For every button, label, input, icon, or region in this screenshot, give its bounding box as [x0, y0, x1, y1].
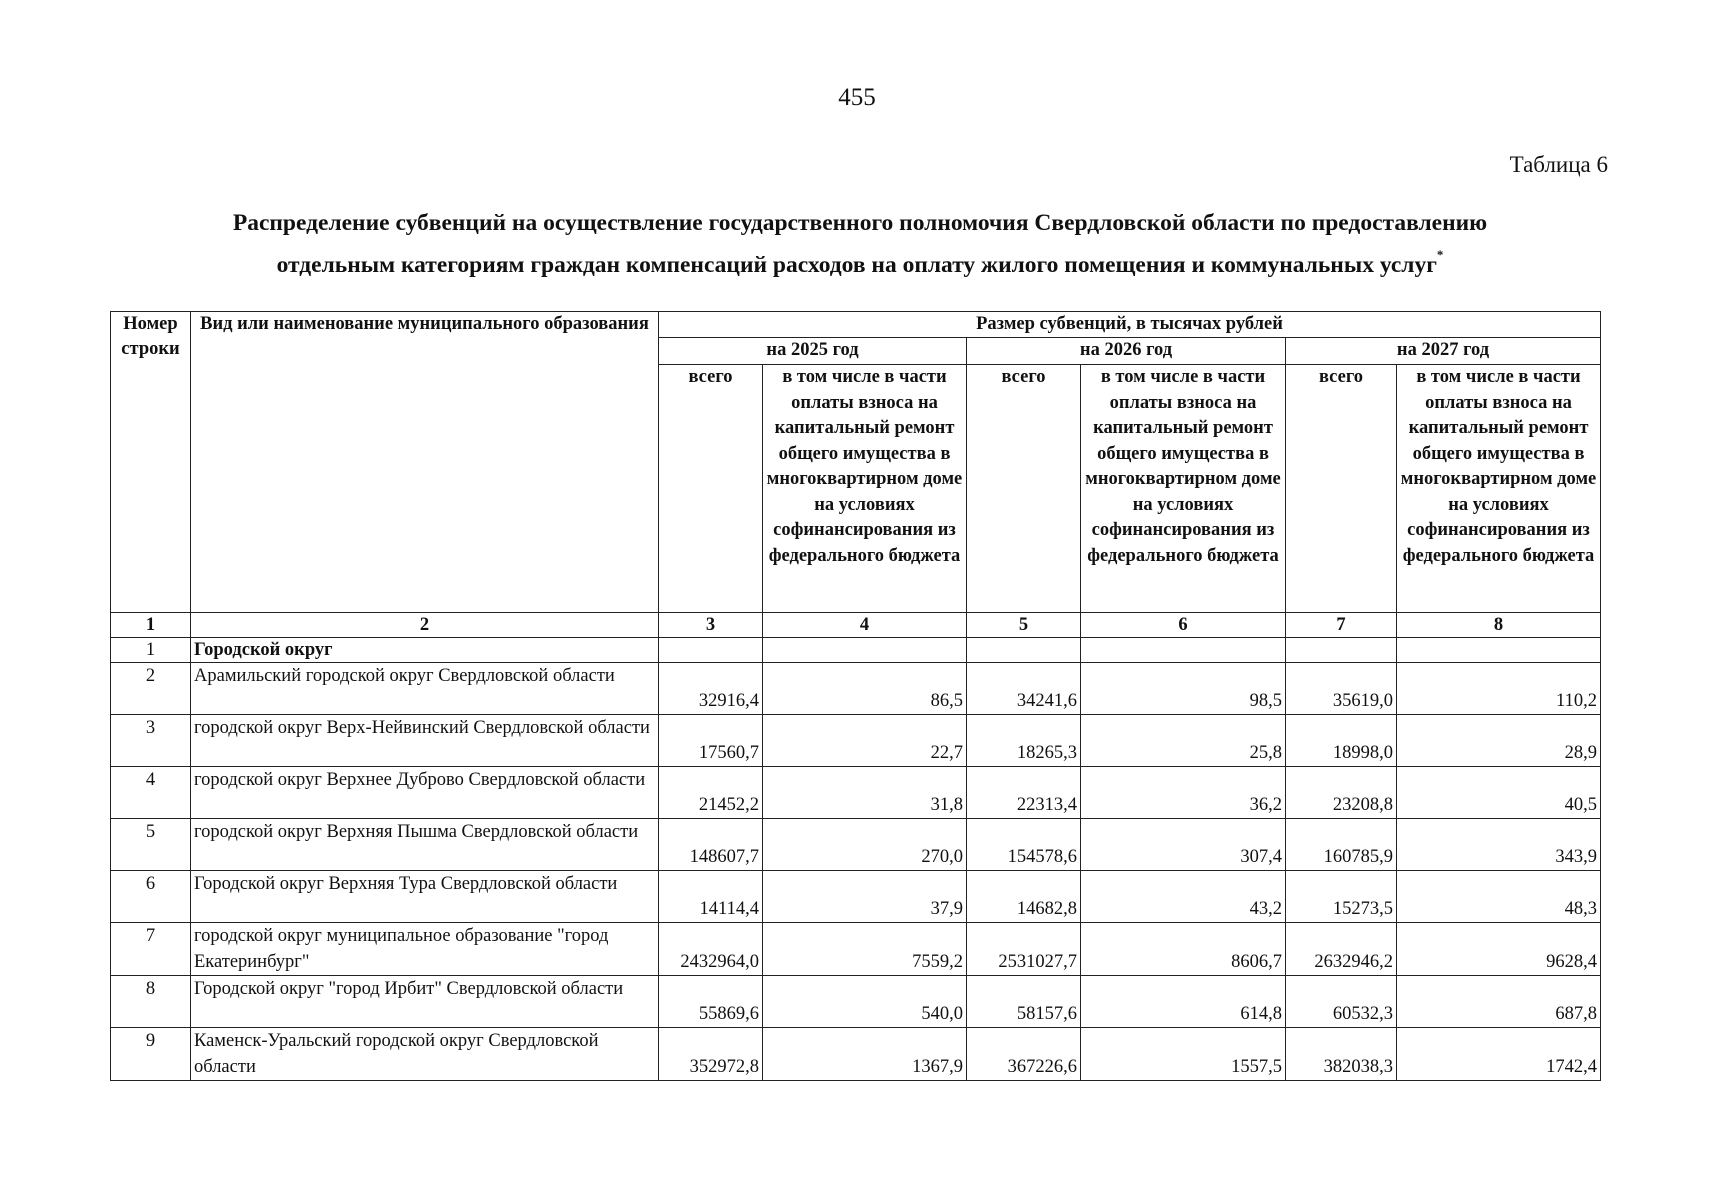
- total-2027: 2632946,2: [1286, 923, 1397, 976]
- row-number: 8: [111, 976, 191, 1028]
- total-2025: 14114,4: [659, 871, 763, 923]
- municipality-name: городской округ Верхняя Пышма Свердловской области: [191, 819, 659, 871]
- row-number: 9: [111, 1028, 191, 1081]
- table-row: [111, 923, 1601, 976]
- table-row: [111, 819, 1601, 871]
- capital-repair-2025: 1367,9: [763, 1028, 967, 1081]
- capital-repair-2027: 343,9: [1397, 819, 1601, 871]
- group-name: Городской округ: [191, 638, 659, 663]
- table-row: [111, 715, 1601, 767]
- page-number: 455: [838, 84, 876, 111]
- row-number: 7: [111, 923, 191, 976]
- total-2025: 352972,8: [659, 1028, 763, 1081]
- capital-repair-2025: 540,0: [763, 976, 967, 1028]
- row-number: 4: [111, 767, 191, 819]
- capital-repair-2025: 7559,2: [763, 923, 967, 976]
- capital-repair-2027: 40,5: [1397, 767, 1601, 819]
- empty-cell: [1397, 638, 1601, 663]
- table-row: [111, 1028, 1601, 1081]
- municipality-name: Городской округ "город Ирбит" Свердловской области: [191, 976, 659, 1028]
- table-row: [111, 767, 1601, 819]
- header-total-2027: всего: [1286, 365, 1397, 613]
- capital-repair-2026: 614,8: [1081, 976, 1286, 1028]
- footnote-mark: *: [1436, 247, 1444, 262]
- municipality-name: Арамильский городской округ Свердловской области: [191, 663, 659, 715]
- empty-cell: [763, 638, 967, 663]
- column-number: 3: [659, 613, 763, 638]
- capital-repair-2027: 48,3: [1397, 871, 1601, 923]
- table-row: [111, 871, 1601, 923]
- total-2026: 34241,6: [967, 663, 1081, 715]
- capital-repair-2026: 1557,5: [1081, 1028, 1286, 1081]
- municipality-name: городской округ Верх-Нейвинский Свердловской области: [191, 715, 659, 767]
- total-2025: 2432964,0: [659, 923, 763, 976]
- capital-repair-2025: 270,0: [763, 819, 967, 871]
- total-2026: 18265,3: [967, 715, 1081, 767]
- total-2026: 14682,8: [967, 871, 1081, 923]
- header-capital-repair-2025: в том числе в части оплаты взноса на капитальный ремонт общего имущества в многоквартирном доме на условиях софинансирования из федерального бюджета: [763, 365, 967, 613]
- total-2027: 15273,5: [1286, 871, 1397, 923]
- municipality-name: городской округ Верхнее Дуброво Свердловской области: [191, 767, 659, 819]
- empty-cell: [1286, 638, 1397, 663]
- empty-cell: [1081, 638, 1286, 663]
- capital-repair-2025: 22,7: [763, 715, 967, 767]
- capital-repair-2027: 28,9: [1397, 715, 1601, 767]
- total-2027: 382038,3: [1286, 1028, 1397, 1081]
- header-total-2025: всего: [659, 365, 763, 613]
- municipality-name: Каменск-Уральский городской округ Свердловской области: [191, 1028, 659, 1081]
- total-2026: 367226,6: [967, 1028, 1081, 1081]
- empty-cell: [967, 638, 1081, 663]
- column-number: 4: [763, 613, 967, 638]
- total-2027: 23208,8: [1286, 767, 1397, 819]
- capital-repair-2025: 31,8: [763, 767, 967, 819]
- total-2025: 32916,4: [659, 663, 763, 715]
- capital-repair-2027: 1742,4: [1397, 1028, 1601, 1081]
- total-2027: 60532,3: [1286, 976, 1397, 1028]
- header-year-2025: на 2025 год: [659, 338, 967, 365]
- column-number: 7: [1286, 613, 1397, 638]
- document-title: [130, 206, 1590, 283]
- row-number: 5: [111, 819, 191, 871]
- header-amount: Размер субвенций, в тысячах рублей: [659, 312, 1601, 338]
- total-2025: 21452,2: [659, 767, 763, 819]
- capital-repair-2026: 43,2: [1081, 871, 1286, 923]
- header-capital-repair-2026: в том числе в части оплаты взноса на капитальный ремонт общего имущества в многоквартирном доме на условиях софинансирования из федерального бюджета: [1081, 365, 1286, 613]
- column-number: 8: [1397, 613, 1601, 638]
- capital-repair-2025: 86,5: [763, 663, 967, 715]
- subventions-table: [110, 311, 1601, 1081]
- column-numbers-row: [111, 613, 1601, 638]
- header-capital-repair-2027: в том числе в части оплаты взноса на капитальный ремонт общего имущества в многоквартирном доме на условиях софинансирования из федерального бюджета: [1397, 365, 1601, 613]
- row-number: 2: [111, 663, 191, 715]
- column-number: 2: [191, 613, 659, 638]
- capital-repair-2025: 37,9: [763, 871, 967, 923]
- total-2026: 22313,4: [967, 767, 1081, 819]
- total-2025: 17560,7: [659, 715, 763, 767]
- capital-repair-2027: 687,8: [1397, 976, 1601, 1028]
- title-line-2-text: отдельным категориям граждан компенсаций расходов на оплату жилого помещения и коммунальных услуг: [276, 251, 1437, 278]
- table-label: Таблица 6: [1509, 152, 1608, 177]
- capital-repair-2026: 8606,7: [1081, 923, 1286, 976]
- column-number: 6: [1081, 613, 1286, 638]
- capital-repair-2027: 110,2: [1397, 663, 1601, 715]
- column-number: 1: [111, 613, 191, 638]
- header-year-2027: на 2027 год: [1286, 338, 1601, 365]
- row-number: 3: [111, 715, 191, 767]
- header-total-2026: всего: [967, 365, 1081, 613]
- capital-repair-2027: 9628,4: [1397, 923, 1601, 976]
- total-2027: 18998,0: [1286, 715, 1397, 767]
- total-2026: 2531027,7: [967, 923, 1081, 976]
- total-2027: 160785,9: [1286, 819, 1397, 871]
- table-row: [111, 976, 1601, 1028]
- header-name: Вид или наименование муниципального образования: [191, 312, 659, 613]
- total-2027: 35619,0: [1286, 663, 1397, 715]
- total-2025: 148607,7: [659, 819, 763, 871]
- table-row: [111, 663, 1601, 715]
- title-line-1: Распределение субвенций на осуществление государственного полномочия Свердловской области по предоставлению: [232, 210, 1488, 236]
- municipality-name: Городской округ Верхняя Тура Свердловской области: [191, 871, 659, 923]
- column-number: 5: [967, 613, 1081, 638]
- capital-repair-2026: 36,2: [1081, 767, 1286, 819]
- total-2026: 154578,6: [967, 819, 1081, 871]
- capital-repair-2026: 25,8: [1081, 715, 1286, 767]
- header-row-number: Номер строки: [111, 312, 191, 613]
- group-row: [111, 638, 1601, 663]
- capital-repair-2026: 98,5: [1081, 663, 1286, 715]
- header-year-2026: на 2026 год: [967, 338, 1286, 365]
- row-number: 6: [111, 871, 191, 923]
- total-2025: 55869,6: [659, 976, 763, 1028]
- row-number: 1: [111, 638, 191, 663]
- municipality-name: городской округ муниципальное образование "город Екатеринбург": [191, 923, 659, 976]
- capital-repair-2026: 307,4: [1081, 819, 1286, 871]
- title-line-2: [130, 241, 1590, 283]
- empty-cell: [659, 638, 763, 663]
- total-2026: 58157,6: [967, 976, 1081, 1028]
